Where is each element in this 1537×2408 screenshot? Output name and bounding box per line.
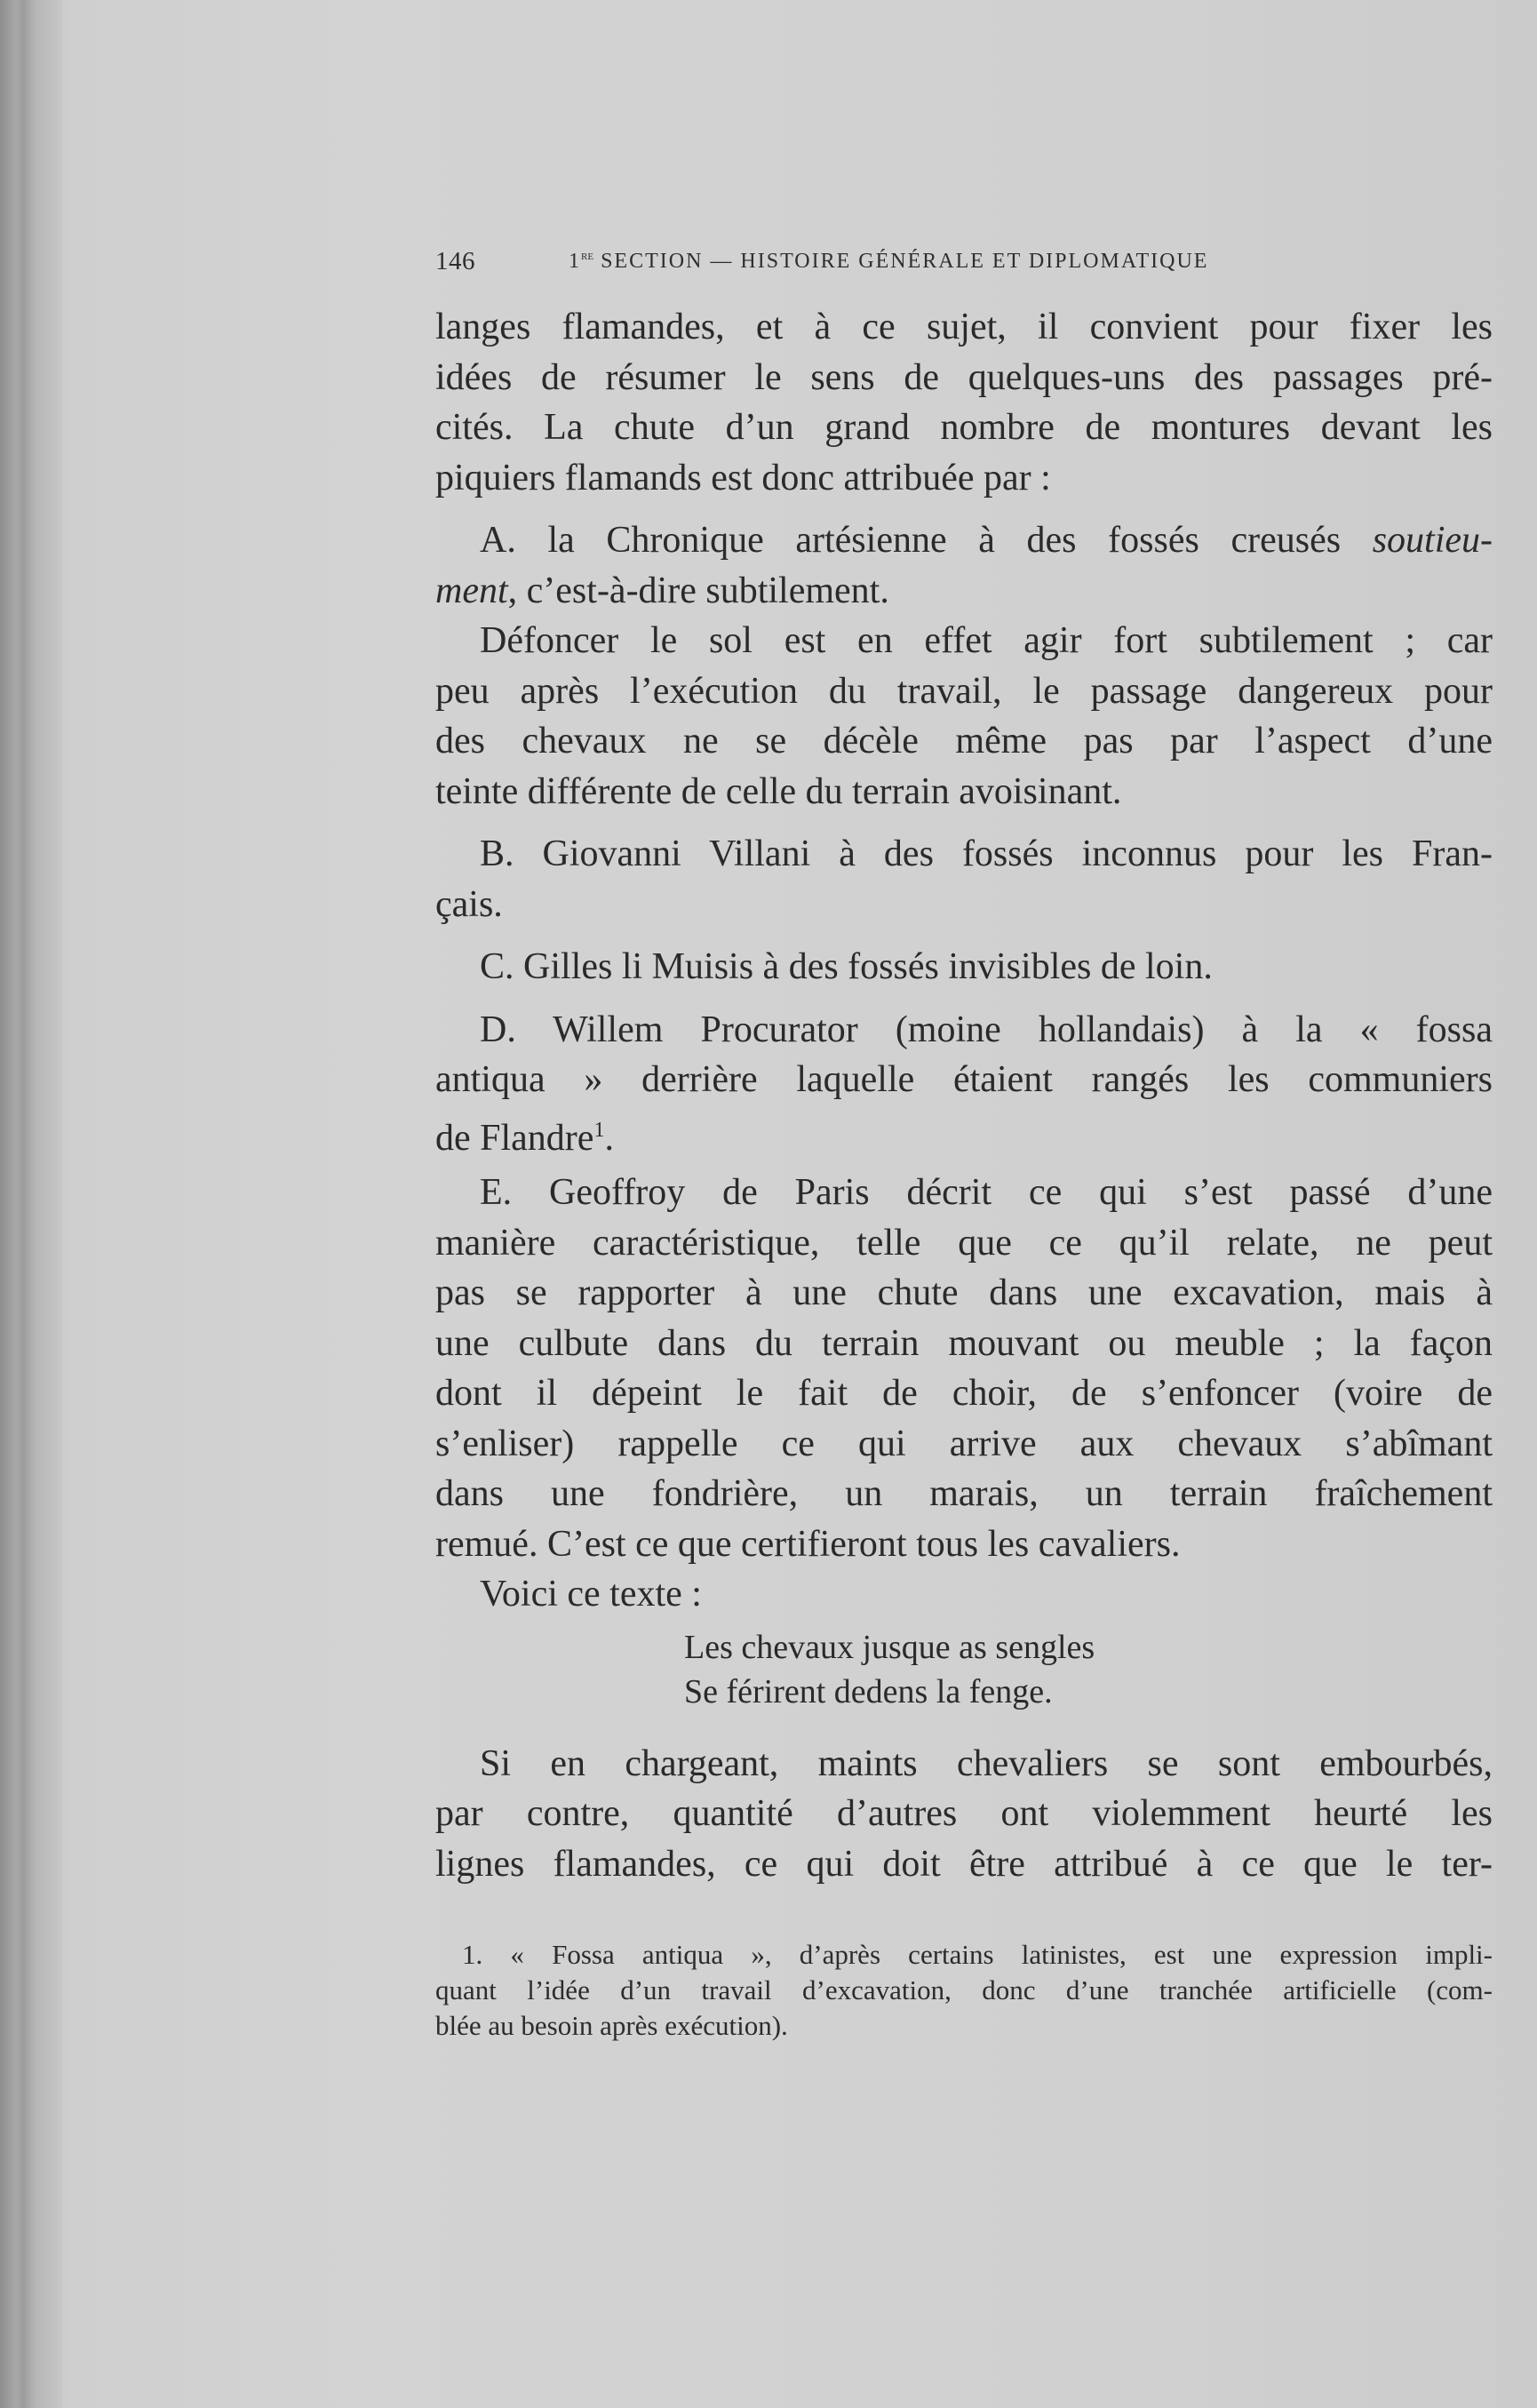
text-line: B. Giovanni Villani à des fossés inconnus pour les Fran- bbox=[480, 833, 1493, 874]
footnote-ref: 1 bbox=[593, 1118, 605, 1142]
text-line: dont il dépeint le fait de choir, de s’enfoncer (voire de bbox=[435, 1373, 1493, 1414]
text-line: dans une fondrière, un marais, un terrain fraîchement bbox=[435, 1473, 1493, 1514]
running-header bbox=[435, 247, 1333, 283]
text-line: des chevaux ne se décèle même pas par l’aspect d’une bbox=[435, 721, 1493, 761]
text-line: langes flamandes, et à ce sujet, il convient pour fixer les bbox=[435, 307, 1493, 347]
book-gutter bbox=[0, 0, 62, 2408]
text-line: lignes flamandes, ce qui doit être attribué à ce que le ter- bbox=[435, 1843, 1493, 1885]
text-line: Si en chargeant, maints chevaliers se sont embourbés, bbox=[480, 1742, 1493, 1784]
text-line bbox=[435, 515, 1493, 566]
text-line: E. Geoffroy de Paris décrit ce qui s’est passé d’une bbox=[480, 1172, 1493, 1213]
text-line: Voici ce texte : bbox=[480, 1574, 702, 1615]
section-number: 1 bbox=[569, 250, 581, 273]
text-line: Défoncer le sol est en effet agir fort subtilement ; car bbox=[480, 620, 1493, 661]
text-line bbox=[435, 1105, 1493, 1159]
text-line: cités. La chute d’un grand nombre de montures devant les bbox=[435, 407, 1493, 448]
footnote-line: blée au besoin après exécution). bbox=[435, 2010, 788, 2041]
italic-word: soutieu- bbox=[1372, 520, 1493, 561]
text-span: , c’est-à-dire subtilement. bbox=[507, 570, 889, 611]
text-line: teinte différente de celle du terrain avoisinant. bbox=[435, 770, 1122, 812]
text-line: antiqua » derrière laquelle étaient rangés les communiers bbox=[435, 1059, 1493, 1100]
text-line: remué. C’est ce que certifieront tous les cavaliers. bbox=[435, 1523, 1181, 1565]
text-line: C. Gilles li Muisis à des fossés invisibles de loin. bbox=[480, 946, 1213, 987]
verse-quote bbox=[435, 1625, 1493, 1714]
text-line: manière caractéristique, telle que ce qu’il relate, ne peut bbox=[435, 1222, 1493, 1264]
page-number: 146 bbox=[435, 247, 475, 275]
footnote bbox=[435, 1937, 1493, 2044]
text-line bbox=[435, 566, 1493, 617]
footnote-line: 1. « Fossa antiqua », d’après certains latinistes, est une expression impli- bbox=[462, 1939, 1493, 1970]
text-line: idées de résumer le sens de quelques-uns des passages pré- bbox=[435, 356, 1493, 398]
text-line: par contre, quantité d’autres ont violemment heurté les bbox=[435, 1793, 1493, 1834]
text-line: une culbute dans du terrain mouvant ou meuble ; la façon bbox=[435, 1322, 1493, 1364]
text-line: D. Willem Procurator (moine hollandais) à la « fossa bbox=[480, 1009, 1493, 1050]
text-span: A. la Chronique artésienne à des fossés creusés bbox=[480, 520, 1342, 561]
text-span: de Flandre bbox=[435, 1117, 594, 1159]
text-line: s’enliser) rappelle ce qui arrive aux chevaux s’abîmant bbox=[435, 1423, 1493, 1464]
text-line: piquiers flamands est donc attribuée par : bbox=[435, 457, 1051, 498]
footnote-line: quant l’idée d’un travail d’excavation, donc d’une tranchée artificielle (com- bbox=[435, 1974, 1493, 2005]
running-title-text: SECTION — HISTOIRE GÉNÉRALE ET DIPLOMATIQUE bbox=[601, 250, 1209, 273]
text-span: . bbox=[604, 1117, 614, 1159]
verse-line: Les chevaux jusque as sengles bbox=[684, 1628, 1095, 1666]
verse-line: Se férirent dedens la fenge. bbox=[684, 1672, 1053, 1710]
running-title bbox=[569, 249, 1208, 274]
body-text bbox=[435, 302, 1493, 1889]
text-line: çais. bbox=[435, 883, 503, 925]
section-superscript: re bbox=[581, 249, 594, 263]
italic-word: ment bbox=[435, 570, 508, 611]
text-line: peu après l’exécution du travail, le passage dangereux pour bbox=[435, 670, 1493, 712]
text-line: pas se rapporter à une chute dans une excavation, mais à bbox=[435, 1272, 1493, 1313]
